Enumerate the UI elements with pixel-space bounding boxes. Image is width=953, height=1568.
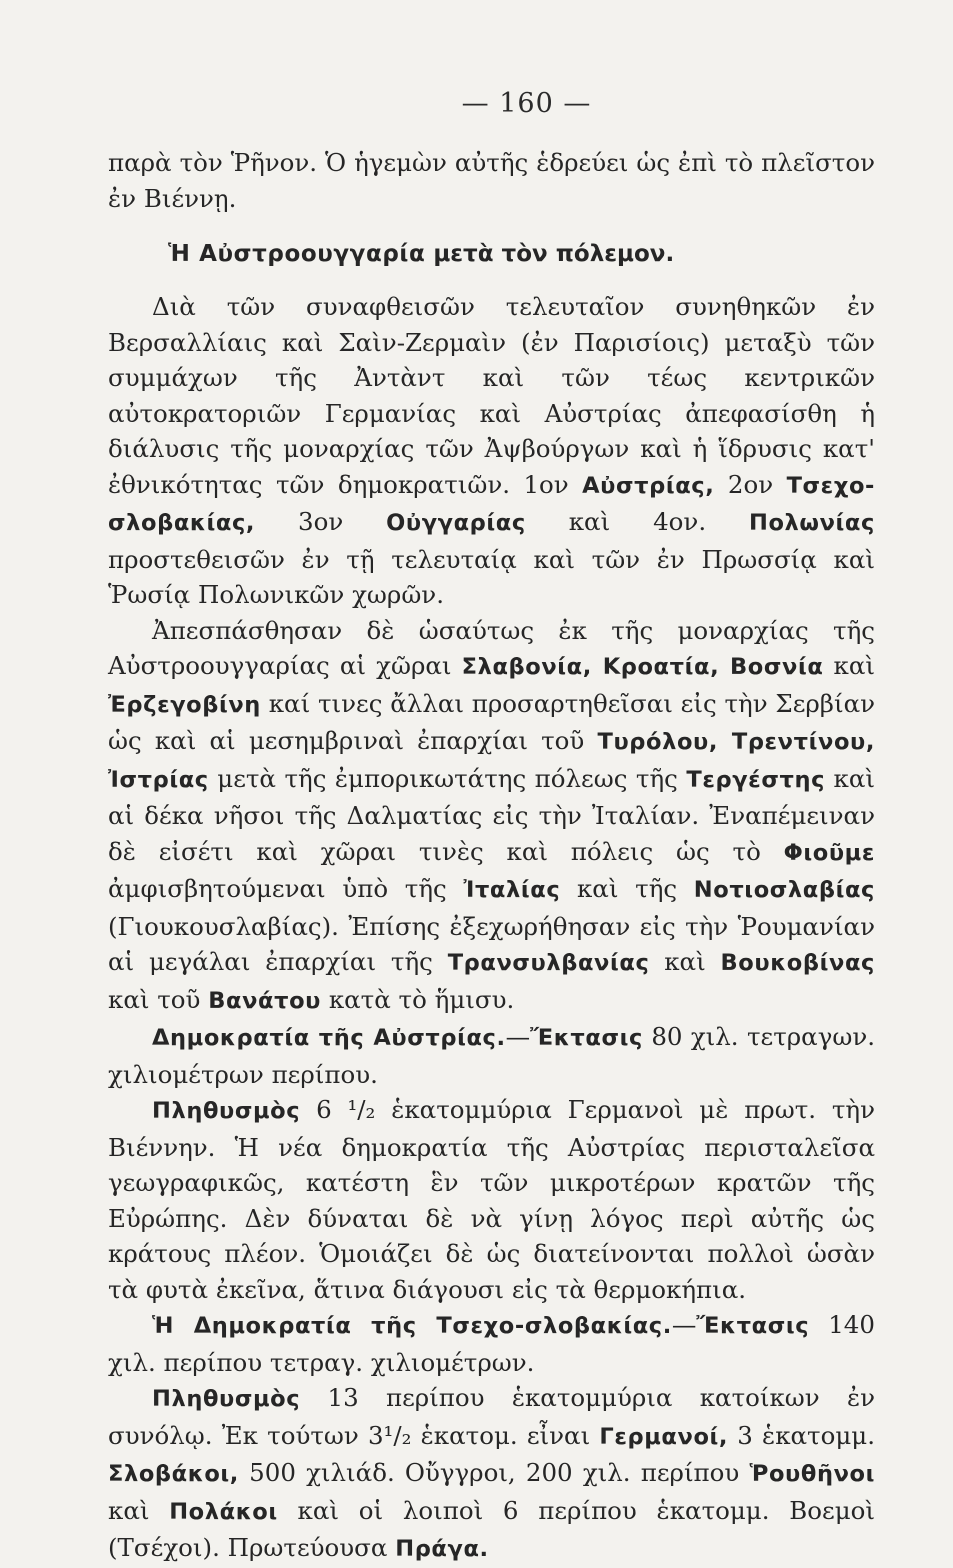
bold-term: Φιοῦμε — [783, 839, 875, 866]
text: ἀμφισβητούμεναι ὑπὸ τῆς — [108, 874, 447, 903]
bold-term: Ῥουθῆνοι — [749, 1461, 875, 1487]
page-number: — 160 — — [461, 88, 592, 119]
heading-rest: μετὰ τὸν πόλεμον. — [433, 241, 675, 267]
bold-term: Βουκοβίνας — [720, 950, 875, 976]
bold-term: Αὐστρίας, — [582, 472, 715, 499]
paragraph-territories — [108, 613, 875, 1020]
text: καὶ — [664, 947, 706, 976]
text: καί τινες ἄλλαι προσαρτηθεῖσαι εἰς τὴν Σερβίαν ὡς καὶ αἱ μεσημβριναὶ ἐπαρχίαι τοῦ — [108, 688, 876, 755]
bold-term: Νοτιοσλαβίας — [693, 877, 875, 903]
text: 3ον — [297, 507, 344, 536]
bold-term: Σλαβονία, Κροατία, Βοσνία — [461, 654, 824, 680]
text: 80 χιλ. τετραγων. χιλιομέτρων περίπου. — [108, 1022, 875, 1089]
bold-term: Τσεχο-σλοβακίας, — [108, 472, 875, 536]
text: μετὰ τῆς ἐμπορικωτάτης πόλεως τῆς — [217, 763, 678, 793]
text: (Γιουκουσλαβίας). Ἐπίσης ἐξεχωρήθησαν εἰς τὴν Ῥουμανίαν αἱ μεγάλαι ἐπαρχίαι τῆς — [108, 911, 875, 976]
text: καὶ — [833, 651, 875, 680]
bold-term: Δημοκρατία τῆς Αὐστρίας. — [152, 1025, 506, 1051]
paragraph-czechoslovakia-heading — [108, 1307, 875, 1380]
text: παρὰ τὸν Ῥῆνον. Ὁ ἡγεμὼν αὐτῆς ἑδρεύει ὡς ἐπὶ τὸ πλεῖστον ἐν Βιέννῃ. — [108, 148, 875, 213]
bold-term: Σλοβάκοι, — [108, 1461, 239, 1487]
text: Διὰ τῶν συναφθεισῶν τελευταῖον συνηθηκῶν ἐν Βερσαλλίαις καὶ Σαὶν-Ζερμαὶν (ἐν Παρισίοις) μεταξὺ τῶν συμμάχων τῆς Ἀντὰντ καὶ τῶν τέως κεντρικῶν αὐτοκρατοριῶν Γερμανίας καὶ Αὐστρίας ἀπεφασίσθη ἡ διάλυσις τῆς μοναρχίας τῶν Ἀψβούργων καὶ ἡ ἵδρυσις κατ' ἐθνικότητας τῶν δημοκρατιῶν. 1ον — [108, 292, 875, 499]
text: καὶ — [108, 1495, 150, 1525]
bold-term: Πληθυσμὸς — [152, 1386, 301, 1412]
bold-term: Ἡ Δημοκρατία τῆς Τσεχο-σλοβακίας. — [152, 1313, 672, 1339]
bold-term: Πολάκοι — [169, 1498, 278, 1525]
bold-term: Πληθυσμὸς — [152, 1098, 301, 1124]
text: 140 χιλ. περίπου τετραγ. χιλιομέτρων. — [108, 1310, 875, 1377]
paragraph-treaties — [108, 289, 875, 613]
paragraph-continuation — [108, 145, 875, 216]
text: καὶ αἱ δέκα νῆσοι τῆς Δαλματίας εἰς τὴν Ἰταλίαν. Ἐναπέμειναν δὲ εἰσέτι καὶ χῶραι τινὲς καὶ πόλεις ὡς τὸ — [108, 763, 876, 866]
paragraph-czechoslovakia-population — [108, 1380, 875, 1568]
text: 500 χιλιάδ. Οὔγγροι, 200 χιλ. περίπου — [249, 1458, 740, 1487]
bold-term: Τεργέστης — [686, 766, 826, 793]
text: καὶ τῆς — [576, 874, 678, 903]
section-heading-austria-hungary — [168, 236, 875, 271]
text: Ἀπεσπάσθησαν δὲ ὡσαύτως ἐκ τῆς μοναρχίας τῆς Αὐστροουγγαρίας αἱ χῶραι — [108, 615, 875, 680]
text: καὶ τοῦ — [108, 984, 201, 1014]
paragraph-austria-area — [108, 1019, 875, 1092]
text: 13 περίπου ἑκατομμύρια κατοίκων ἐν συνόλῳ. Ἐκ τούτων 3¹/₂ ἑκατομ. εἶναι — [108, 1383, 875, 1450]
bold-term: Ἔκτασις — [696, 1313, 810, 1339]
bold-term: Ἐρζεγοβίνη — [108, 691, 261, 718]
bold-term: Τρανσυλβανίας — [447, 950, 650, 976]
text: 6 ¹/₂ ἑκατομμύρια Γερμανοὶ μὲ πρωτ. τὴν Βιέννην. Ἡ νέα δημοκρατία τῆς Αὐστρίας περισταλεῖσα γεωγραφικῶς, κατέστη ἓν τῶν μικροτέρων κρατῶν τῆς Εὐρώπης. Δὲν δύναται δὲ νὰ γίνῃ λόγος περὶ αὐτῆς ὡς κράτους πλέον. Ὁμοιάζει δὲ ὡς διατείνονται πολλοὶ ὡσὰν τὰ φυτὰ ἐκεῖνα, ἅτινα διάγουσι εἰς τὰ θερμοκήπια. — [108, 1095, 875, 1304]
bold-term: Γερμανοί, — [599, 1423, 729, 1450]
bold-term: Πράγα. — [395, 1536, 489, 1562]
text: καὶ 4ον. — [568, 507, 707, 536]
text: — — [671, 1310, 697, 1339]
text: καὶ οἱ λοιποὶ 6 περίπου ἑκατομμ. Βοεμοὶ (Τσέχοι). Πρωτεύουσα — [108, 1495, 875, 1562]
text: προστεθεισῶν ἐν τῇ τελευταίᾳ καὶ τῶν ἐν Πρωσσίᾳ καὶ Ῥωσίᾳ Πολωνικῶν χωρῶν. — [108, 544, 875, 609]
bold-term: Ἔκτασις — [530, 1025, 643, 1051]
paragraph-austria-population — [108, 1092, 875, 1307]
text: 3 ἑκατομμ. — [737, 1420, 875, 1450]
text: κατὰ τὸ ἥμισυ. — [328, 984, 515, 1014]
bold-term: Πολωνίας — [749, 510, 875, 536]
bold-term: Βανάτου — [208, 987, 322, 1014]
page-body — [108, 145, 875, 1568]
bold-term: Οὐγγαρίας — [386, 510, 526, 536]
text: — — [505, 1022, 531, 1051]
bold-term: Ἰταλίας — [463, 877, 561, 903]
bold-term: Τυρόλου, Τρεντίνου, Ἰστρίας — [108, 729, 875, 793]
text: 2ον — [727, 469, 774, 499]
heading-bold: Ἡ Αὐστροουγγαρία — [168, 241, 426, 267]
